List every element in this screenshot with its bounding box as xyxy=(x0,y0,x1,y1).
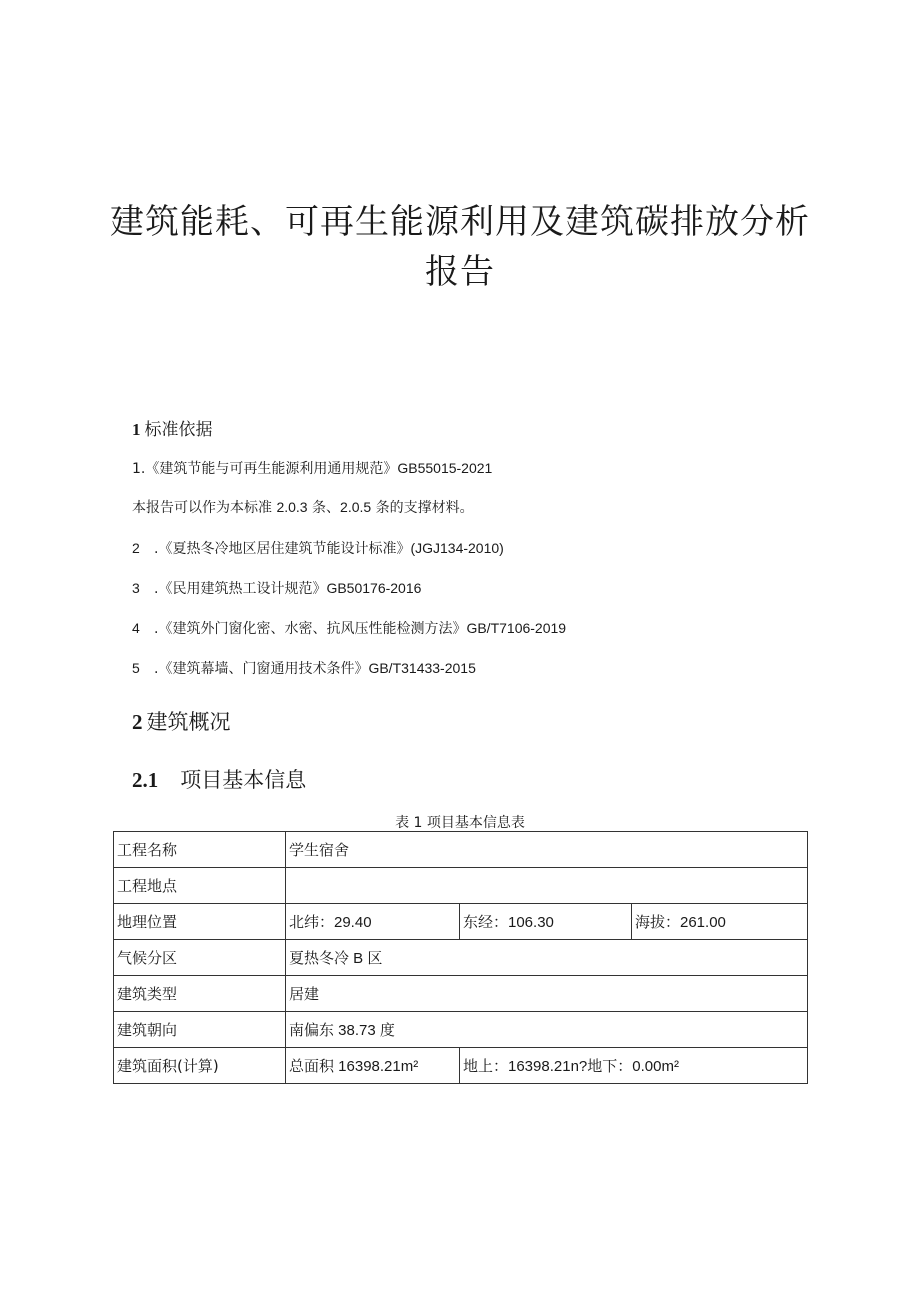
note-clause-a: 2.0.3 xyxy=(276,499,308,515)
standard-item-3 xyxy=(132,578,421,598)
report-title-line-1: 建筑能耗、可再生能源利用及建筑碳排放分析 xyxy=(110,202,810,242)
standard-item-1-text: 《建筑节能与可再生能源利用通用规范》 xyxy=(145,461,398,477)
value-orientation: 南偏东 38.73 度 xyxy=(286,1012,808,1048)
note-mid: 条、 xyxy=(307,500,341,516)
note-suffix: 条的支撑材料。 xyxy=(371,500,474,516)
table-row xyxy=(114,1048,808,1084)
project-info-table xyxy=(113,831,808,1084)
table-row xyxy=(114,1012,808,1048)
table-row xyxy=(114,832,808,868)
table-row xyxy=(114,940,808,976)
section-2-1-number: 2.1 xyxy=(132,768,159,792)
section-2-title: 建筑概况 xyxy=(146,710,231,734)
standard-item-4 xyxy=(132,618,566,638)
section-1-heading xyxy=(132,415,213,440)
standard-item-4-text: .《建筑外门窗化密、水密、抗风压性能检测方法》 xyxy=(154,621,467,637)
standard-item-2-index: 2 xyxy=(132,540,140,556)
standard-item-5-text: .《建筑幕墙、门窗通用技术条件》 xyxy=(154,661,369,677)
section-1-number: 1 xyxy=(132,420,141,439)
value-climate-zone: 夏热冬冷 B 区 xyxy=(286,940,808,976)
table-row xyxy=(114,904,808,940)
standard-item-4-index: 4 xyxy=(132,620,140,636)
standard-note xyxy=(132,497,474,517)
standard-item-1-code: GB55015-2021 xyxy=(397,460,493,476)
section-1-title: 标准依据 xyxy=(144,420,213,440)
standard-item-3-text: .《民用建筑热工设计规范》 xyxy=(154,581,327,597)
note-clause-b: 2.0.5 xyxy=(340,499,372,515)
standard-item-5-code: GB/T31433-2015 xyxy=(368,660,476,676)
value-longitude: 东经：106.30 xyxy=(460,904,632,940)
label-orientation: 建筑朝向 xyxy=(114,1012,286,1048)
value-total-area: 总面积 16398.21m² xyxy=(286,1048,460,1084)
standard-item-2 xyxy=(132,538,504,558)
standard-item-5 xyxy=(132,658,476,678)
value-latitude: 北纬：29.40 xyxy=(286,904,460,940)
table-row xyxy=(114,976,808,1012)
section-2-heading xyxy=(132,706,231,736)
section-2-1-title: 项目基本信息 xyxy=(180,768,307,792)
standard-item-1 xyxy=(132,458,492,478)
value-area-split: 地上：16398.21n?地下：0.00m² xyxy=(460,1048,808,1084)
standard-item-3-code: GB50176-2016 xyxy=(326,580,422,596)
section-2-number: 2 xyxy=(132,710,143,734)
table-caption: 表 1 项目基本信息表 xyxy=(395,815,525,831)
label-project-site: 工程地点 xyxy=(114,868,286,904)
value-project-site xyxy=(286,868,808,904)
value-project-name: 学生宿舍 xyxy=(286,832,808,868)
standard-item-2-code: (JGJ134-2010) xyxy=(410,540,504,556)
label-geo-location: 地理位置 xyxy=(114,904,286,940)
standard-item-1-index: 1. xyxy=(132,461,146,477)
standard-item-4-code: GB/T7106-2019 xyxy=(466,620,567,636)
label-project-name: 工程名称 xyxy=(114,832,286,868)
label-building-area: 建筑面积(计算) xyxy=(114,1048,286,1084)
table-row xyxy=(114,868,808,904)
label-climate-zone: 气候分区 xyxy=(114,940,286,976)
standard-item-5-index: 5 xyxy=(132,660,140,676)
value-building-type: 居建 xyxy=(286,976,808,1012)
standard-item-2-text: .《夏热冬冷地区居住建筑节能设计标准》 xyxy=(154,541,411,557)
standard-item-3-index: 3 xyxy=(132,580,140,596)
note-prefix: 本报告可以作为本标准 xyxy=(132,500,277,516)
section-2-1-heading xyxy=(132,764,306,794)
report-title-line-2: 报告 xyxy=(425,252,495,292)
value-altitude: 海拔：261.00 xyxy=(632,904,808,940)
label-building-type: 建筑类型 xyxy=(114,976,286,1012)
